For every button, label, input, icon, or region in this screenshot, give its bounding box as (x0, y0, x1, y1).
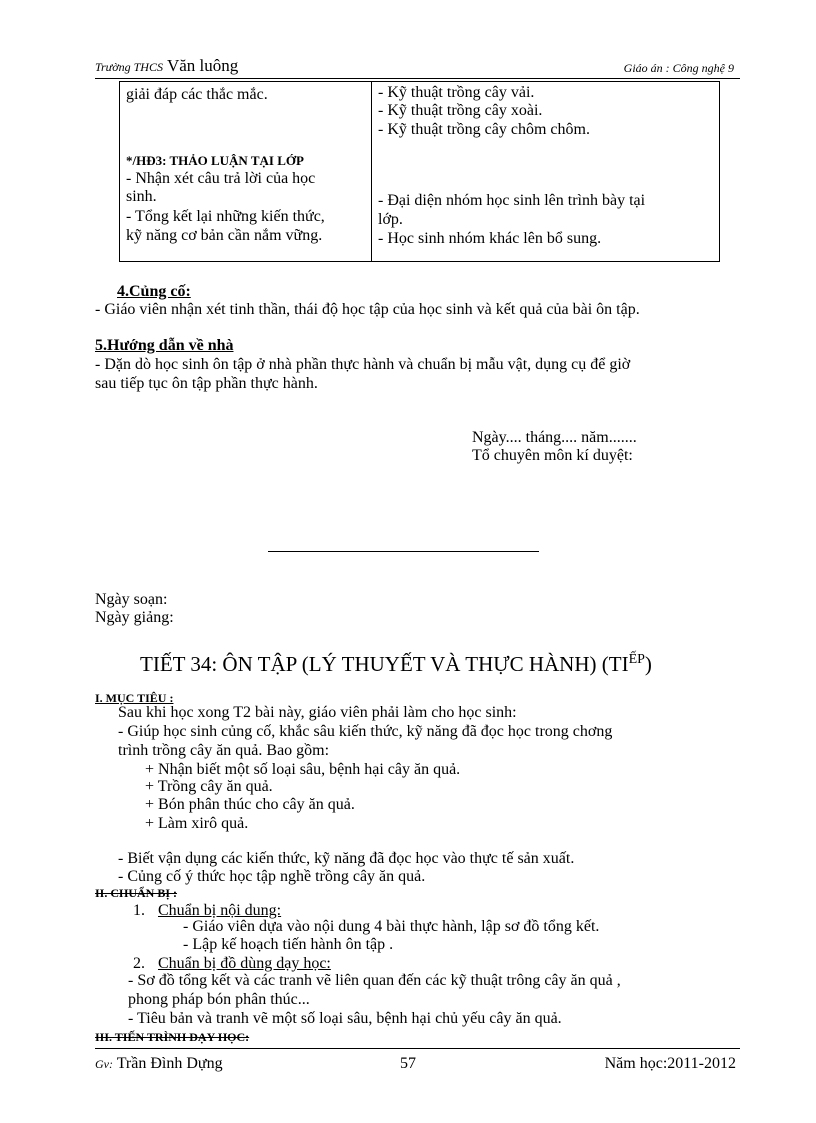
objectives-bullet: + Bón phân thúc cho cây ăn quả. (145, 796, 355, 813)
lesson-title-main: TIẾT 34: ÔN TẬP (LÝ THUYẾT VÀ THỰC HÀNH) (TI (140, 652, 629, 676)
preparation-subitem: - Lập kế hoạch tiến hành ôn tập . (183, 936, 394, 953)
preparation-heading: II. CHUẨN BỊ : (95, 886, 178, 900)
objectives-line: - Giúp học sinh củng cố, khắc sâu kiến thức, kỹ năng đã đọc học trong chơng (118, 723, 613, 740)
preparation-line: - Sơ đồ tổng kết và các tranh vẽ liên quan đến các kỹ thuật trông cây ăn quả , (128, 972, 621, 989)
table-right-line: - Kỹ thuật trồng cây chôm chôm. (378, 121, 590, 138)
preparation-item: Chuẩn bị đồ dùng dạy học: (158, 955, 331, 972)
objectives-bullet: + Làm xirô quả. (145, 815, 249, 832)
table-left-heading: */HĐ3: THẢO LUẬN TẠI LỚP (126, 153, 304, 168)
footer-gv-prefix: Gv: (95, 1057, 113, 1071)
preparation-item-number: 2. (133, 955, 145, 972)
table-right-line: lớp. (378, 211, 403, 228)
footer-year: Năm học:2011-2012 (604, 1055, 736, 1072)
section5-line: sau tiếp tục ôn tập phần thực hành. (95, 375, 318, 392)
table-left-line: - Tổng kết lại những kiến thức, (126, 208, 325, 225)
lesson-title (140, 652, 652, 677)
activity-table (119, 81, 720, 262)
table-right-line: - Đại diện nhóm học sinh lên trình bày tại (378, 192, 646, 209)
preparation-line: - Tiêu bản và tranh vẽ một số loại sâu, bệnh hại chủ yếu cây ăn quả. (128, 1010, 562, 1027)
header-school-name: Văn luông (166, 56, 239, 75)
table-left-line: giải đáp các thắc mắc. (126, 86, 268, 103)
header-school (95, 56, 238, 76)
table-right-line: - Kỹ thuật trồng cây xoài. (378, 102, 543, 119)
signature-date: Ngày.... tháng.... năm....... (472, 429, 637, 446)
objectives-heading: I. MỤC TIÊU : (95, 691, 174, 705)
preparation-subitem: - Giáo viên dựa vào nội dung 4 bài thực hành, lập sơ đồ tổng kết. (183, 918, 600, 935)
lesson-title-sup: ẾP (628, 652, 645, 667)
objectives-line: - Biết vận dụng các kiến thức, kỹ năng đã đọc học vào thực tế sản xuất. (118, 850, 575, 867)
process-heading: III. TIẾN TRÌNH DẠY HỌC: (95, 1030, 250, 1044)
section4-text: - Giáo viên nhận xét tinh thần, thái độ học tập của học sinh và kết quả của bài ôn tập. (95, 301, 640, 318)
lesson-title-close: ) (644, 652, 652, 676)
header-rule (95, 78, 740, 79)
footer-teacher-name: Trần Đình Dựng (116, 1055, 223, 1072)
objectives-line: trình trồng cây ăn quả. Bao gồm: (118, 742, 330, 759)
table-right-line: - Kỹ thuật trồng cây vải. (378, 84, 535, 101)
page-number: 57 (400, 1055, 416, 1072)
preparation-line: phong pháp bón phân thúc... (128, 991, 310, 1008)
date-prepared: Ngày soạn: (95, 591, 168, 608)
preparation-item-number: 1. (133, 902, 145, 919)
table-left-line: - Nhận xét câu trả lời của học (126, 170, 316, 187)
table-left-cell (120, 82, 372, 262)
header-school-prefix: Trường THCS (95, 60, 163, 74)
preparation-item: Chuẩn bị nội dung: (158, 902, 282, 919)
header-plan: Giáo án : Công nghệ 9 (623, 61, 734, 75)
footer-teacher (95, 1055, 223, 1073)
table-right-cell (372, 82, 720, 262)
table-left-line: sinh. (126, 188, 157, 205)
separator-line (268, 551, 539, 552)
section5-line: - Dặn dò học sinh ôn tập ở nhà phần thực hành và chuẩn bị mẫu vật, dụng cụ để giờ (95, 356, 631, 373)
table-right-line: - Học sinh nhóm khác lên bổ sung. (378, 230, 602, 247)
objectives-bullet: + Trồng cây ăn quả. (145, 778, 273, 795)
section5-heading: 5.Hướng dẫn về nhà (95, 337, 234, 354)
footer-rule (95, 1048, 740, 1049)
objectives-bullet: + Nhận biết một số loại sâu, bệnh hại cây ăn quả. (145, 761, 461, 778)
objectives-intro: Sau khi học xong T2 bài này, giáo viên phải làm cho học sinh: (118, 704, 517, 721)
date-taught: Ngày giảng: (95, 609, 174, 626)
table-left-line: kỹ năng cơ bản cần nắm vững. (126, 227, 323, 244)
section4-heading: 4.Củng cố: (117, 283, 191, 300)
signature-approval: Tổ chuyên môn kí duyệt: (472, 447, 633, 464)
objectives-line: - Củng cố ý thức học tập nghề trồng cây ăn quả. (118, 868, 426, 885)
